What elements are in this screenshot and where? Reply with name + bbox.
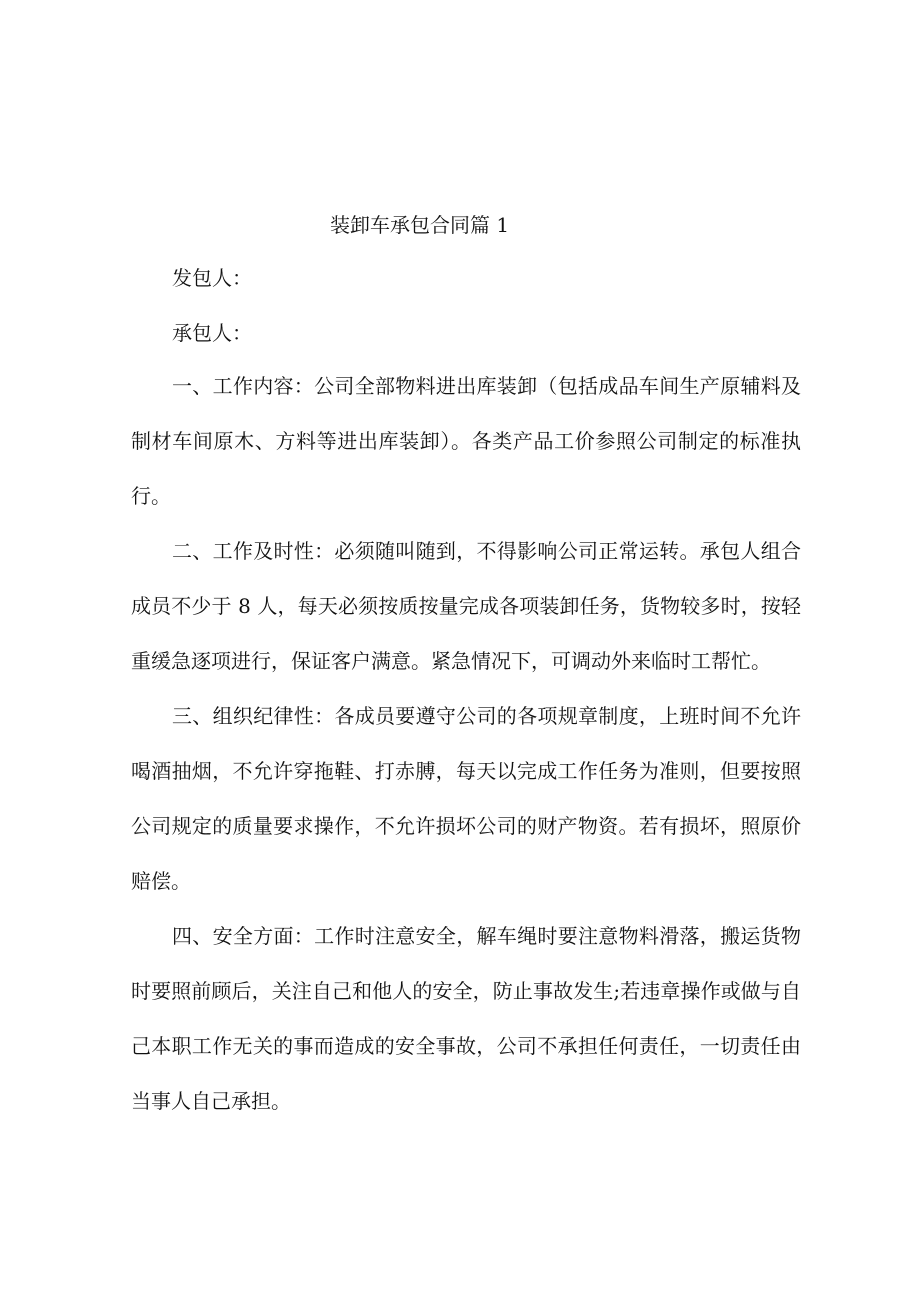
section-timeliness: 二、工作及时性：必须随叫随到，不得影响公司正常运转。承包人组合成员不少于 8 人，每天必须按质按量完成各项装卸任务，货物较多时，按轻重缓急逐项进行，保证客户满意。紧急情况下，可调动外来临时工帮忙。 <box>131 539 801 673</box>
employer-field: 发包人： <box>172 266 252 290</box>
section-discipline: 三、组织纪律性：各成员要遵守公司的各项规章制度，上班时间不允许喝酒抽烟，不允许穿拖鞋、打赤膊，每天以完成工作任务为准则，但要按照公司规定的质量要求操作，不允许损坏公司的财产物资。若有损坏，照原价赔偿。 <box>131 704 801 893</box>
section-work-content: 一、工作内容：公司全部物料进出库装卸（包括成品车间生产原辅料及制材车间原木、方料等进出库装卸）。各类产品工价参照公司制定的标准执行。 <box>131 374 801 508</box>
contractor-field: 承包人： <box>172 321 252 345</box>
section-safety: 四、安全方面：工作时注意安全，解车绳时要注意物料滑落，搬运货物时要照前顾后，关注自己和他人的安全，防止事故发生;若违章操作或做与自己本职工作无关的事而造成的安全事故，公司不承担任何责任，一切责任由当事人自己承担。 <box>131 924 801 1113</box>
document-title: 装卸车承包合同篇 1 <box>330 213 510 237</box>
